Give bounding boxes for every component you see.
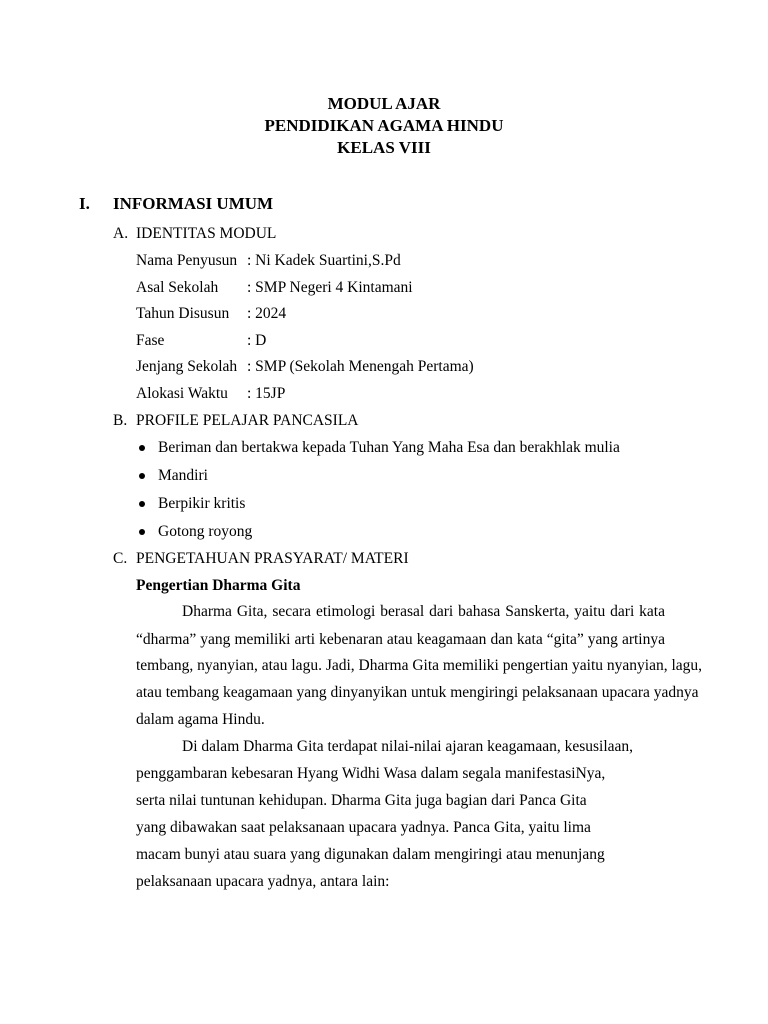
section-heading: INFORMASI UMUM [113,194,274,213]
paragraph-line: yang dibawakan saat pelaksanaan upacara yadnya. Panca Gita, yaitu lima [136,819,591,836]
identity-label: Alokasi Waktu [136,385,228,402]
sub-b-letter: B. [113,412,128,429]
identity-value: : D [247,332,267,349]
paragraph-line: penggambaran kebesaran Hyang Widhi Wasa dalam segala manifestasiNya, [136,765,606,782]
identity-value: : 15JP [247,385,286,402]
materi-subheading: Pengertian Dharma Gita [136,577,301,594]
profile-list-item: Berpikir kritis [158,495,246,512]
paragraph-line: “dharma” yang memiliki arti kebenaran atau keagamaan dan kata “gita” yang artinya [136,631,665,648]
sub-a-letter: A. [113,225,129,242]
profile-list-item: Gotong royong [158,523,253,540]
paragraph-line: Dharma Gita, secara etimologi berasal dari bahasa Sanskerta, yaitu dari kata [182,603,665,620]
identity-value: : SMP Negeri 4 Kintamani [247,279,413,296]
sub-a-heading: IDENTITAS MODUL [136,225,277,242]
bullet-icon [139,473,145,479]
identity-label: Asal Sekolah [136,279,219,296]
sub-c-letter: C. [113,550,128,567]
identity-value: : 2024 [247,305,287,322]
identity-value: : Ni Kadek Suartini,S.Pd [247,252,401,269]
title-line-2: PENDIDIKAN AGAMA HINDU [264,116,504,135]
title-line-3: KELAS VIII [337,138,431,157]
identity-label: Jenjang Sekolah [136,358,238,375]
paragraph-line: serta nilai tuntunan kehidupan. Dharma Gita juga bagian dari Panca Gita [136,792,587,809]
identity-value: : SMP (Sekolah Menengah Pertama) [247,358,474,375]
identity-label: Fase [136,332,165,349]
bullet-icon [139,501,145,507]
title-line-1: MODUL AJAR [327,94,441,113]
identity-label: Nama Penyusun [136,252,238,269]
paragraph-line: macam bunyi atau suara yang digunakan dalam mengiringi atau menunjang [136,846,605,863]
paragraph-line: tembang, nyanyian, atau lagu. Jadi, Dharma Gita memiliki pengertian yaitu nyanyian, lagu, [136,657,703,674]
profile-list-item: Beriman dan bertakwa kepada Tuhan Yang Maha Esa dan berakhlak mulia [158,439,620,456]
paragraph-line: atau tembang keagamaan yang dinyanyikan untuk mengiringi pelaksanaan upacara yadnya [136,684,699,701]
profile-list-item: Mandiri [158,467,208,484]
paragraph-line: Di dalam Dharma Gita terdapat nilai-nilai ajaran keagamaan, kesusilaan, [182,738,634,755]
paragraph-line: pelaksanaan upacara yadnya, antara lain: [136,873,390,890]
section-number: I. [79,194,90,213]
sub-b-heading: PROFILE PELAJAR PANCASILA [136,412,359,429]
sub-c-heading: PENGETAHUAN PRASYARAT/ MATERI [136,550,409,567]
bullet-icon [139,529,145,535]
paragraph-line: dalam agama Hindu. [136,711,265,728]
bullet-icon [139,445,145,451]
identity-label: Tahun Disusun [136,305,230,322]
